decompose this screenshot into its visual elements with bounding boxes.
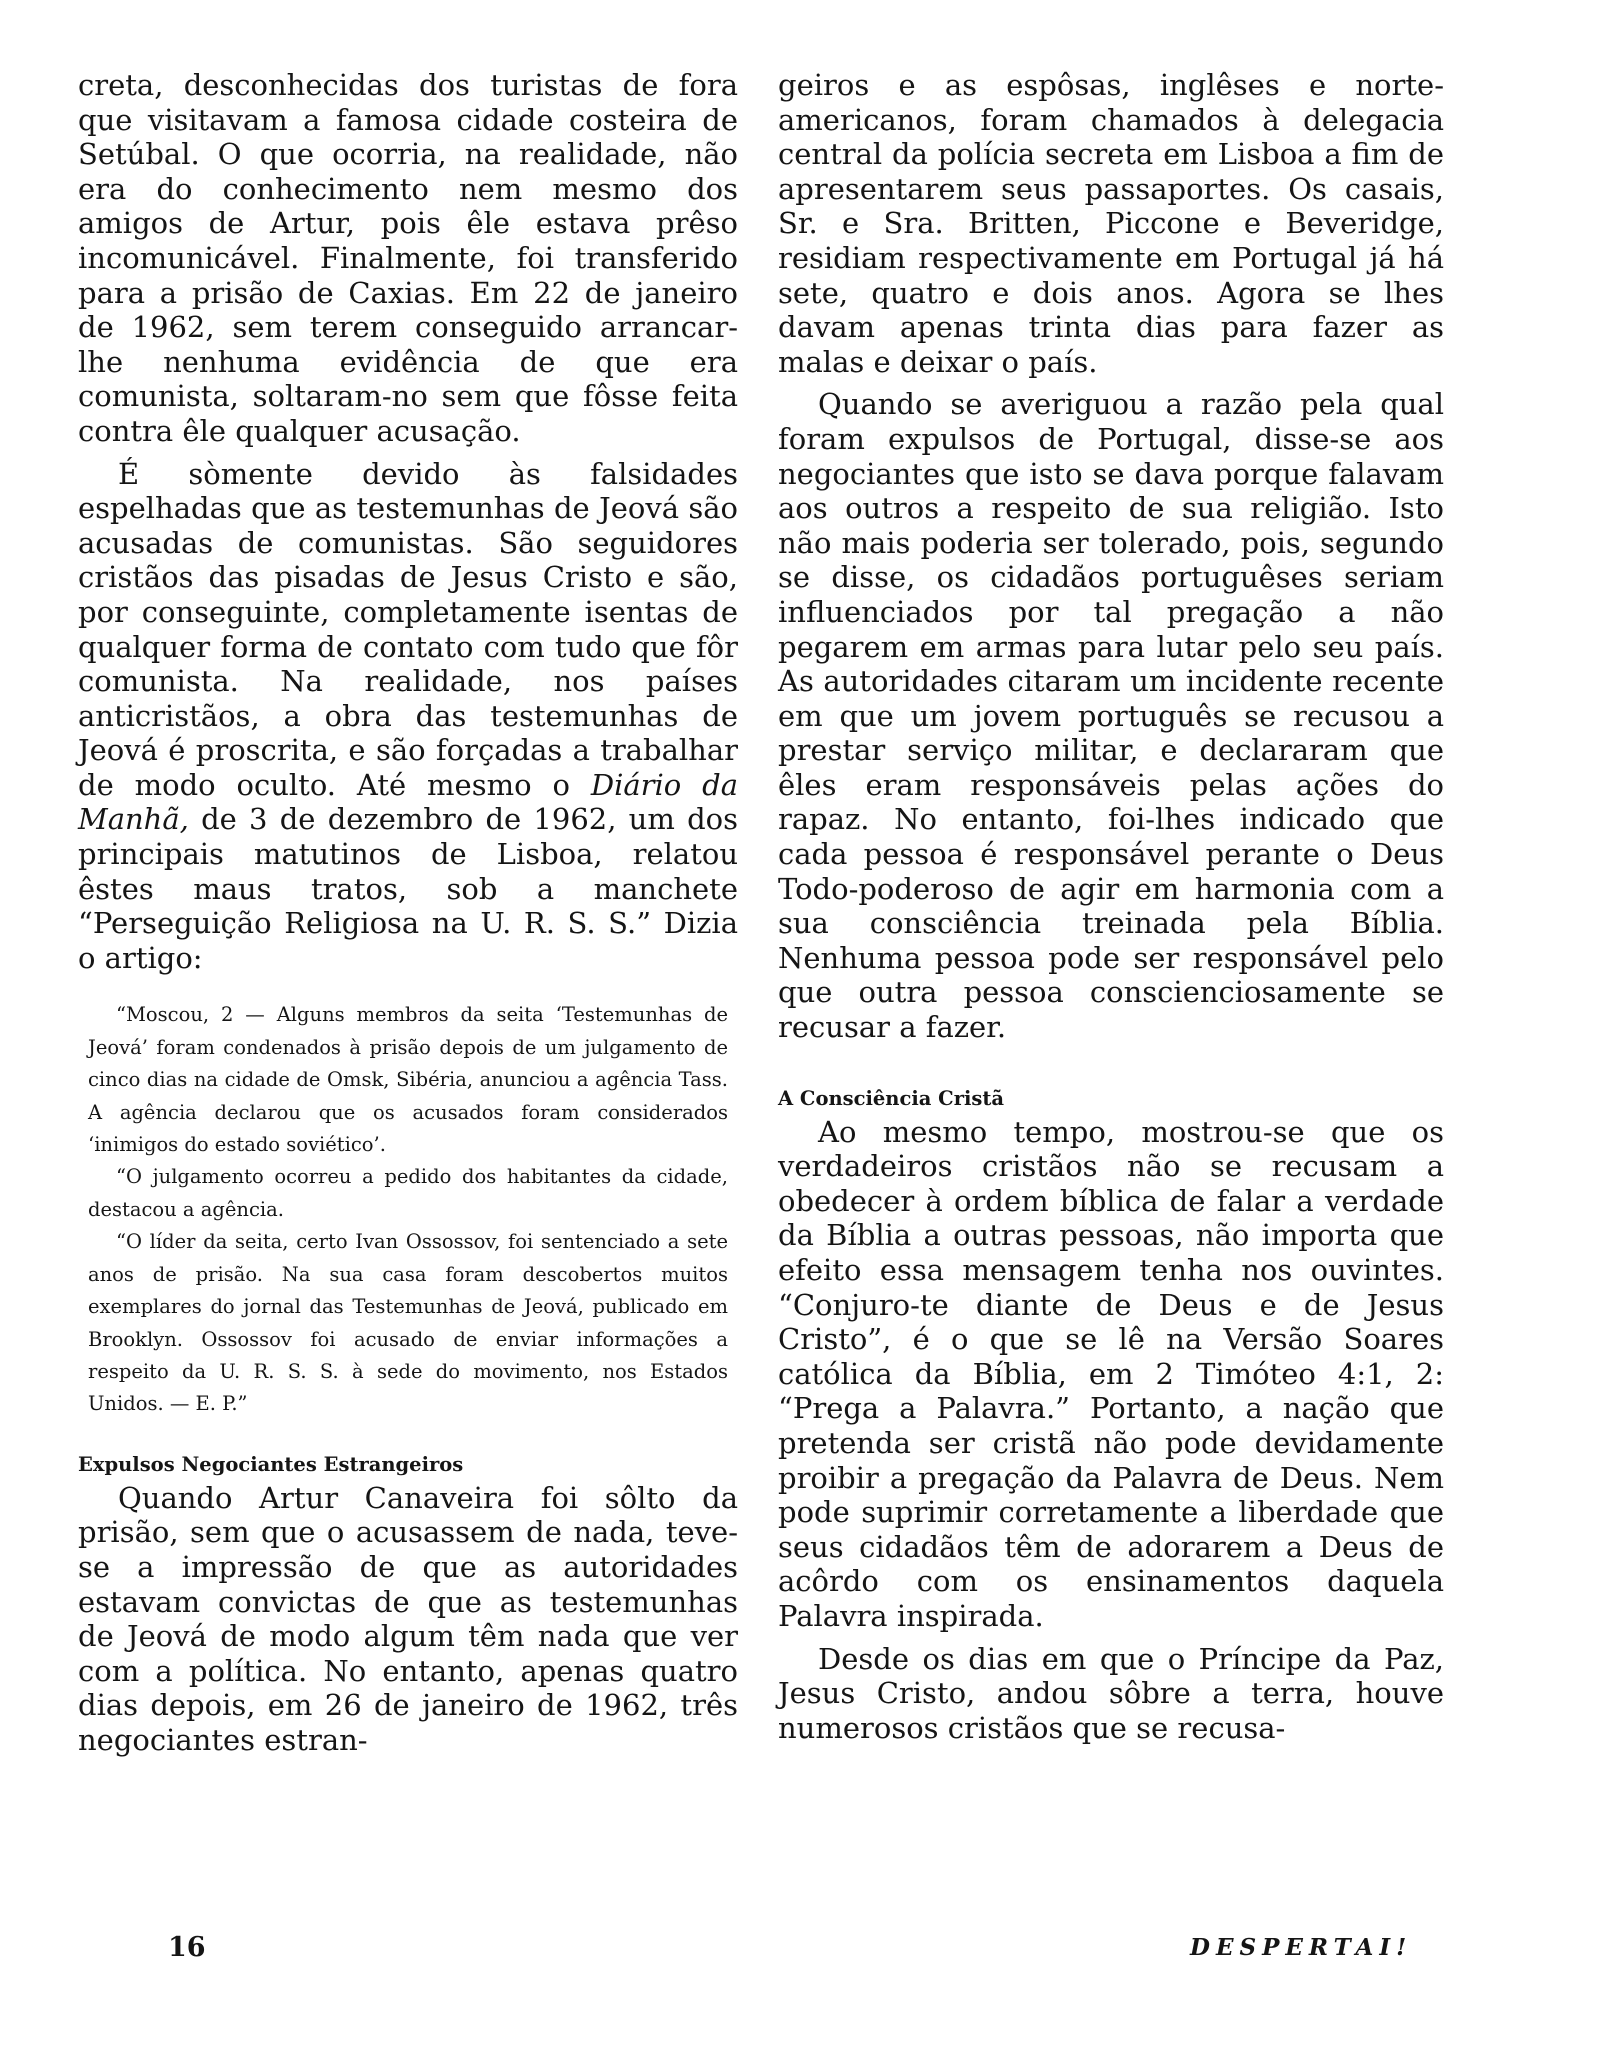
paragraph-left-2	[78, 457, 738, 976]
subheading-expulsos: Expulsos Negociantes Estrangeiros	[78, 1452, 464, 1476]
magazine-title: DESPERTAI!	[1190, 1934, 1413, 1961]
paragraph-left-1: creta, desconhecidas dos turistas de fora que visitavam a famosa cidade costeira de Setúbal. O que ocorria, na realidade, não era do conhecimento nem mesmo dos amigos de Artur, pois êle estava prêso incomunicável. Finalmente, foi transferido para a prisão de Caxias. Em 22 de janeiro de 1962, sem terem conseguido arrancar-lhe nenhuma evidência de que era comunista, soltaram-no sem que fôsse feita contra êle qualquer acusação.	[78, 68, 738, 448]
quote-paragraph-3: “O líder da seita, certo Ivan Ossossov, foi sentenciado a sete anos de prisão. Na sua casa foram descobertos muitos exemplares do jornal das Testemunhas de Jeová, publicado em Brooklyn. Ossossov foi acusado de enviar informações a respeito da U. R. S. S. à sede do movimento, nos Estados Unidos. — E. P.”	[88, 1230, 728, 1416]
paragraph-right-4: Desde os dias em que o Príncipe da Paz, Jesus Cristo, andou sôbre a terra, houve numerosos cristãos que se recusa-	[778, 1641, 1444, 1745]
subheading-consciencia: A Consciência Cristã	[778, 1086, 1004, 1110]
paragraph-right-3: Ao mesmo tempo, mostrou-se que os verdadeiros cristãos não se recusam a obedecer à ordem bíblica de falar a verdade da Bíblia a outras pessoas, não importa que efeito essa mensagem tenha nos ouvintes. “Conjuro-te diante de Deus e de Jesus Cristo”, é o que se lê na Versão Soares católica da Bíblia, em 2 Timóteo 4:1, 2: “Prega a Palavra.” Portanto, a nação que pretenda ser cristã não pode devidamente proibir a pregação da Palavra de Deus. Nem pode suprimir corretamente a liberdade que seus cidadãos têm de adorarem a Deus de acôrdo com os ensinamentos daquela Palavra inspirada.	[778, 1114, 1444, 1633]
right-column	[778, 68, 1444, 1745]
paragraph-right-2: Quando se averiguou a razão pela qual foram expulsos de Portugal, disse-se aos negociantes que isto se dava porque falavam aos outros a respeito de sua religião. Isto não mais poderia ser tolerado, pois, segundo se disse, os cidadãos portuguêses seriam influenciados por tal pregação a não pegarem em armas para lutar pelo seu país. As autoridades citaram um incidente recente em que um jovem português se recusou a prestar serviço militar, e declararam que êles eram responsáveis pelas ações do rapaz. No entanto, foi-lhes indicado que cada pessoa é responsável perante o Deus Todo-poderoso de agir em harmonia com a sua consciência treinada pela Bíblia. Nenhuma pessoa pode ser responsável pelo que outra pessoa conscienciosamente se recusar a fazer.	[778, 387, 1444, 1045]
newspaper-title: Diário da Manhã,	[78, 767, 738, 837]
paragraph-left-2-text-a: É sòmente devido às falsidades espelhadas que as testemunhas de Jeová são acusadas de comunistas. São seguidores cristãos das pisadas de Jesus Cristo e são, por conseguinte, completamente isentas de qualquer forma de contato com tudo que fôr comunista. Na realidade, nos países anticristãos, a obra das testemunhas de Jeová é proscrita, e são forçadas a trabalhar de modo oculto. Até mesmo o	[78, 456, 738, 802]
quote-paragraph-1: “Moscou, 2 — Alguns membros da seita ‘Testemunhas de Jeová’ foram condenados à prisão depois de um julgamento de cinco dias na cidade de Omsk, Sibéria, anunciou a agência Tass. A agência declarou que os acusados foram considerados ‘inimigos do estado soviético’.	[88, 1003, 728, 1157]
page-number: 16	[168, 1932, 206, 1963]
paragraph-left-3: Quando Artur Canaveira foi sôlto da prisão, sem que o acusassem de nada, teve-se a impressão de que as autoridades estavam convictas de que as testemunhas de Jeová de modo algum têm nada que ver com a política. No entanto, apenas quatro dias depois, em 26 de janeiro de 1962, três negociantes estran-	[78, 1480, 738, 1757]
news-quote	[88, 999, 728, 1420]
left-column	[78, 68, 738, 1757]
quote-paragraph-2: “O julgamento ocorreu a pedido dos habitantes da cidade, destacou a agência.	[88, 1165, 728, 1221]
paragraph-left-2-text-b: de 3 de dezembro de 1962, um dos principais matutinos de Lisboa, relatou êstes maus tratos, sob a manchete “Perseguição Religiosa na U. R. S. S.” Dizia o artigo:	[78, 802, 738, 975]
paragraph-right-1: geiros e as espôsas, inglêses e norte-americanos, foram chamados à delegacia central da polícia secreta em Lisboa a fim de apresentarem seus passaportes. Os casais, Sr. e Sra. Britten, Piccone e Beveridge, residiam respectivamente em Portugal já há sete, quatro e dois anos. Agora se lhes davam apenas trinta dias para fazer as malas e deixar o país.	[778, 68, 1444, 379]
